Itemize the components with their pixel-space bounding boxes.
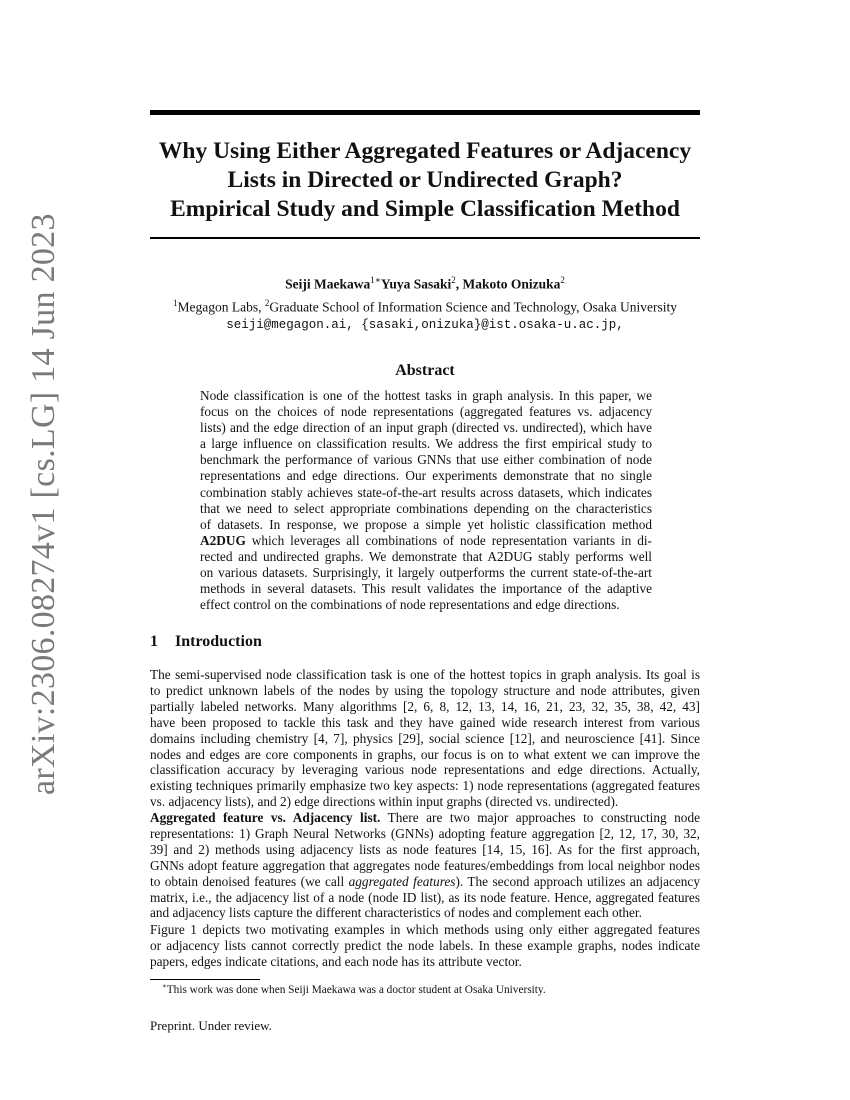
paragraph-line: [150, 810, 700, 826]
paragraph-line: classification accuracy by leveraging various node representations and edge directions. Actually,: [150, 762, 700, 778]
paragraph-line: and adjacency lists capture the different characteristics of nodes and complement each other.: [150, 905, 642, 921]
paragraph-line: matrix, i.e., the adjacency list of a node (node ID list), as its node feature. Hence, aggregated features: [150, 889, 700, 905]
abstract-line: that we need to select appropriate combinations depending on the characteristics: [200, 500, 652, 516]
footnote-rule: [150, 979, 260, 980]
author-3-affiliation-mark: 2: [560, 275, 565, 285]
abstract-line: lists) and the edge direction of an input graph (directed vs. undirected), which have: [200, 420, 652, 436]
paragraph-line: partially labeled networks. Many algorithms [2, 6, 8, 12, 13, 14, 16, 21, 23, 32, 35, 38, 42, 43]: [150, 698, 700, 714]
abstract-line: methods in several datasets. This result validates the importance of the adaptive: [200, 581, 652, 597]
paragraph-line-text: to obtain denoised features (we call: [150, 873, 349, 889]
abstract-line: focus on the choices of node representations (aggregated features vs. adjacency: [200, 404, 652, 420]
paragraph-line: vs. adjacency lists), and 2) edge directions within input graphs (directed vs. undirected).: [150, 794, 619, 810]
emphasized-term: aggregated features: [348, 873, 456, 889]
abstract-line: rected and undirected graphs. We demonstrate that A2DUG stably performs well: [200, 548, 652, 564]
abstract-line: benchmark the performance of various GNNs that use either combination of node: [200, 452, 652, 468]
intro-paragraph-2: [150, 810, 700, 921]
abstract-line: of datasets. In response, we propose a simple yet holistic classification method: [200, 516, 652, 532]
section-number: 1: [150, 633, 158, 650]
method-name: A2DUG: [200, 532, 246, 548]
author-1-affiliation-mark: 1∗: [370, 275, 381, 285]
abstract-heading: Abstract: [395, 362, 455, 379]
paragraph-line: [150, 874, 700, 890]
affiliation-2: Graduate School of Information Science and Technology, Osaka University: [269, 299, 678, 314]
paragraph-line: Figure 1 depicts two motivating examples in which methods using only either aggregated features: [150, 922, 700, 937]
paragraph-line: have been proposed to tackle this task and they have gained wide research interest from various: [150, 714, 700, 730]
intro-paragraph-1: [150, 667, 700, 810]
affiliation-1: Megagon Labs,: [177, 299, 265, 314]
arxiv-identifier-sidebar: [20, 213, 70, 795]
arxiv-identifier-text: arXiv:2306.08274v1 [cs.LG] 14 Jun 2023: [25, 213, 62, 795]
author-2-affiliation-mark: 2: [451, 275, 456, 285]
title-top-rule: [150, 110, 700, 115]
section-title: Introduction: [175, 633, 262, 650]
author-2: Yuya Sasaki: [380, 276, 452, 292]
paragraph-line: The semi-supervised node classification task is one of the hottest topics in graph analysis. Its goal is: [150, 667, 700, 682]
title-bottom-rule: [150, 237, 700, 239]
author-3: Makoto Onizuka: [462, 276, 561, 292]
title-line-1: Why Using Either Aggregated Features or Adjacency: [158, 138, 692, 164]
affiliation-2-mark: 2: [264, 297, 270, 308]
paragraph-line-text: ). The second approach utilizes an adjacency: [455, 873, 700, 889]
paragraph-line: domains including chemistry [4, 7], physics [29], social science [12], and neuroscience [41]. Since: [150, 730, 700, 746]
paragraph-line: nodes and edges are core components in graphs, our focus is on to what extent we can improve the: [150, 746, 700, 762]
affiliation-1-mark: 1: [172, 297, 178, 308]
preprint-notice: Preprint. Under review.: [150, 1018, 272, 1033]
intro-paragraph-3: [150, 922, 700, 970]
abstract-line: representations and edge directions. Our experiments demonstrate that no single: [200, 468, 652, 484]
section-heading-introduction: [150, 633, 262, 651]
author-block: [150, 271, 700, 334]
abstract-line: on various datasets. Surprisingly, it largely outperforms the current state-of-the-art: [200, 565, 652, 581]
paper-title: [150, 137, 700, 224]
abstract-line: [200, 533, 652, 549]
paragraph-run-in-heading: Aggregated feature vs. Adjacency list.: [150, 810, 381, 825]
affiliations: [150, 294, 700, 317]
paragraph-line: papers, edges indicate citations, and each node has its attribute vector.: [150, 953, 522, 969]
paragraph-line: GNNs adopt feature aggregation that aggregates node features/embeddings from local neighbor nodes: [150, 857, 700, 873]
title-line-3: Empirical Study and Simple Classification Method: [170, 196, 680, 222]
paragraph-line-text: There are two major approaches to constructing node: [380, 810, 700, 825]
abstract-line: Node classification is one of the hottest tasks in graph analysis. In this paper, we: [200, 388, 652, 403]
paragraph-line: existing techniques primarily emphasize two key aspects: 1) node representations (aggregated features: [150, 778, 700, 794]
footnote-mark: ∗: [162, 982, 167, 990]
author-emails: seiji@megagon.ai, {sasaki,onizuka}@ist.osaka-u.ac.jp,: [226, 318, 624, 332]
paragraph-line: representations: 1) Graph Neural Networks (GNNs) adopting feature aggregation [2, 12, 17, 30, 32,: [150, 825, 700, 841]
abstract-line-text: which leverages all combinations of node representation variants in di-: [245, 532, 652, 548]
footnote: [162, 982, 546, 996]
abstract-body: [200, 388, 652, 613]
author-names: [150, 271, 700, 294]
author-1: Seiji Maekawa: [285, 276, 371, 292]
paragraph-line: or adjacency lists cannot correctly predict the node labels. In these example graphs, nodes indicate: [150, 937, 700, 953]
title-line-2: Lists in Directed or Undirected Graph?: [227, 167, 623, 193]
paragraph-line: to predict unknown labels of the nodes by using the topology structure and node attributes, given: [150, 682, 700, 698]
footnote-text: This work was done when Seiji Maekawa was a doctor student at Osaka University.: [166, 983, 546, 996]
abstract-line: combination stably achieves state-of-the-art results across datasets, which indicates: [200, 484, 652, 500]
abstract-line: effect control on the combinations of node representations and edge directions.: [200, 597, 620, 613]
paragraph-line: 39] and 2) methods using adjacency lists as node features [14, 15, 16]. As for the first approach,: [150, 841, 700, 857]
author-separator: ,: [455, 276, 463, 292]
abstract-line: a large influence on classification results. We address the first empirical study to: [200, 436, 652, 452]
